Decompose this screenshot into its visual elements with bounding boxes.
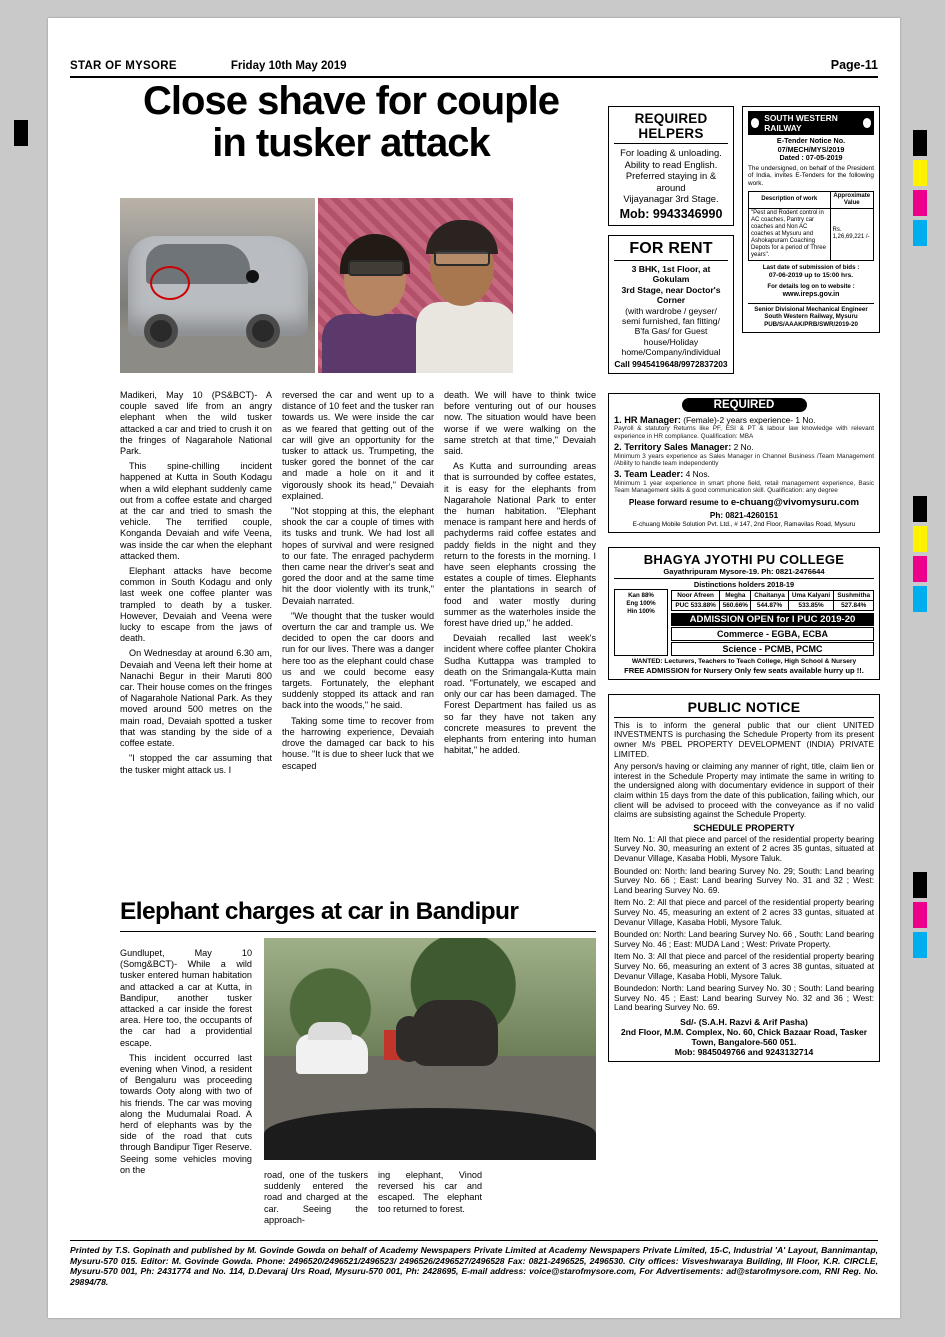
regbar-left-black [14,120,28,146]
paragraph: Taking some time to recover from the harrowing experience, Devaiah drove the damaged car back to his house. "It is due to sheer luck that we escaped [282,715,434,771]
job-sub: Payroll & statutory Returns like PF, ESI & PT & labour law knowledge with relevant experience in HR compliance. Qualification: MBA [614,425,874,440]
wheel-front [144,314,178,348]
job-role: HR Manager: [624,414,681,425]
course-line-2: Science - PCMB, PCMC [671,642,874,656]
article-column-1 [120,390,272,776]
paragraph: reversed the car and went up to a distance of 10 feet and the tusker ran towards us. We were inside the car as we feared that getting out of the car will give an opportunity for the tusker to attack us. Trumpeting, the tusker gored the bonnet of the car and made a hole on it and it vigorously shook its head," Devaiah explained. [282,390,434,501]
job-sub: Minimum 1 year experience in smart phone field, retail management experience, Basic Team Management skills & good communication skill. Qualification: any degree [614,480,874,495]
job-detail: 4 Nos. [685,469,710,480]
paragraph: As Kutta and surrounding areas that is surrounded by coffee estates, it is easy for the elephants from Nagarahole National Park to enter the human habitation. "Elephant menace is rampant here and herds of pachyderms raid coffee estates and paddy fields in the night and they return to the forests in the morning. I have seen elephants crossing the estates a couple of times. Elephants enter the plantations in search of food and water mostly during summer as the waterholes inside the forest have dried up," he added. [444,461,596,629]
damage-circle-marker [150,266,190,300]
registration-color-bars [913,60,931,962]
paragraph: Elephant attacks have become common in South Kodagu and only last week one coffee planter was trampled to death by a tusker. However, Devaiah and Veena were lucky to escape from the jaws of death. [120,566,272,644]
ad-line: (with wardrobe / geyser/ [625,305,717,316]
regbar-magenta [913,190,927,216]
regbar-yellow [913,160,927,186]
person-1-body [322,314,426,373]
person-2-body [416,302,513,373]
paragraph: "We thought that the tusker would overturn the car and trample us. We decided to open the car doors and run for our lives. There was a danger here too as the elephant could chase us and we could become easy targets. Fortunately, the elephant suddenly stopped its attack and ran back into the woods," he said. [282,610,434,711]
white-car [296,1034,368,1074]
college-results-block [614,589,874,656]
topper-name: Megha [720,590,751,600]
website-url[interactable]: www.ireps.gov.in [782,291,840,299]
sig-line: Senior Divisional Mechanical Engineer [754,305,868,313]
notice-signature [614,1017,874,1057]
paragraph: "Not stopping at this, the elephant shook the car a couple of times with its tusks and trunk. We had lost all hopes of survival and were resigned to our fate. The enraged pachyderm then came near the driver's seat and gored the door and at the same time hit the door violently with its trunk," Devaiah narrated. [282,506,434,606]
apply-instructions [614,498,874,508]
last-date-value: 07-06-2019 up to 15:00 hrs. [768,272,854,280]
regbar-black-2 [913,496,927,522]
tender-date: Dated : 07-05-2019 [779,153,843,163]
wanted-line: WANTED: Lecturers, Teachers to Teach College, High School & Nursery [631,657,857,665]
second-headline: Elephant charges at car in Bandipur [120,898,596,932]
paragraph: "I stopped the car assuming that the tusker might attack us. I [120,753,272,775]
public-notice-title: PUBLIC NOTICE [614,699,874,718]
ad-line: home/Company/individual [621,347,721,358]
railway-logo-icon [751,118,759,128]
ad-for-rent [608,235,734,374]
company-address: E-chuang Mobile Solution Pvt. Ltd., # 147, 2nd Floor, Ramavilas Road, Mysuru [632,520,856,528]
toppers-table [671,590,874,611]
ad-line: semi furnished, fan fitting/ [622,316,720,326]
elephant-shape [412,1000,498,1066]
topper-name: Noor Afreen [672,590,720,600]
admission-banner: ADMISSION OPEN for I PUC 2019-20 [671,613,874,626]
ad-contact[interactable]: Call 9945419648/9972837203 [614,358,728,369]
job-detail: (Female)-2 years experience- 1 No. [683,414,816,425]
free-admission-line: FREE ADMISSION for Nursery Only few seats available hurry up !!. [624,665,864,675]
person-2-glasses [434,250,490,266]
apply-email[interactable]: e-chuang@vivomysuru.com [730,496,860,508]
paper-name: STAR OF MYSORE [70,60,177,72]
registration-left-bars [14,120,28,150]
railway-org: SOUTH WESTERN RAILWAY [764,113,838,133]
regbar-cyan-2 [913,586,927,612]
ad-public-notice [608,694,880,1062]
page-number: Page-11 [830,58,878,72]
regbar-yellow-2 [913,526,927,552]
regbar-magenta-3 [913,902,927,928]
schedule-item: Item No. 2: All that piece and parcel of the residential property bearing Survey No. 45, measuring an extent of 2 acres 33 guntas, situated at Devanur Village, Kasaba Hobli, Mysore Taluk. [614,897,874,927]
course-line-1: Commerce - EGBA, ECBA [671,627,874,641]
article-column-3 [444,390,596,757]
job-detail: 2 No. [733,442,754,453]
photo-damaged-car [120,198,315,373]
paragraph: Devaiah recalled last week's incident where coffee planter Chokira Sudha Kuttappa was trampled to death on the Srimangala-Kutta main road. "Fortunately, we escaped and only our car has been damaged. The Forest Department has failed us as so far they have not taken any concrete measures to prevent the elephants from entering into human habitat," he added. [444,633,596,756]
website-label: For details log on to website : [767,282,855,290]
regbar-black [913,130,927,156]
job-number: 1. [614,414,622,425]
tender-signature [748,303,874,328]
masthead [70,58,878,78]
sig-line[interactable]: Mob: 9845049766 and 9243132714 [674,1046,814,1057]
ad-required-helpers [608,106,734,226]
ad-line: For loading & unloading. [620,147,722,158]
regbar-cyan [913,220,927,246]
job-number: 3. [614,469,622,480]
ad-railway-tender [742,106,880,333]
paragraph: This spine-chilling incident happened at Kutta in South Kodagu when a wild elephant suddenly came out from a coffee estate and charged at the car and tried to smash the vehicle. The terrified couple, Konganda Devaiah and wife Veena, was inside the car when the elephant attacked them. [120,461,272,561]
article2-column-2 [264,1170,368,1226]
schedule-item: Bounded on: North: land bearing Survey No. 29; South: Land bearing Survey No. 66 ; East: Land bearing Survey No. 31 and 32 ; West: Land bearing Survey No. 69. [614,865,874,895]
topper-score: PUC 533.88% [672,600,720,610]
ad-line: Ability to read English. [624,158,718,170]
stat-line: Eng 100% [626,599,656,607]
topper-score: 533.85% [788,600,834,610]
tender-table [748,191,874,261]
notice-paragraph: Any person/s having or claiming any manner of right, title, claim lien or interest in the Schedule Property may intimate the same in writing to the undersigned along with documentary evidence in support of their claim within 15 days from the date of this publication, failing which, our client will be advised to proceed with the conveyance as if no valid claims are subsisting against the Schedule Property. [614,761,874,820]
tender-intro: The undersigned, on behalf of the President of India, invites E-Tenders for the following work. [748,164,874,187]
paragraph: Gundlupet, May 10 (Somg&BCT)- While a wild tusker entered human habitation and attacked a car at Kutta, in Bandipur, another tusker attacked a car inside the forest area. Here too, the occupants of the car had a providential escape. [120,948,252,1048]
job-role: Territory Sales Manager: [624,442,732,453]
college-address: Gayathripuram Mysore-19. Ph: 0821-2476644 [663,566,825,576]
regbar-magenta-2 [913,556,927,582]
ad-body [614,147,728,205]
ad-line: Preferred staying in & around [625,170,717,193]
ad-line: B'fa Gas/ for Guest house/Holiday [634,326,708,347]
railway-emblem-icon [863,118,871,128]
topper-score: 560.66% [720,600,751,610]
topper-score: 527.84% [834,600,874,610]
tender-notice-no: E-Tender Notice No. 07/MECH/MYS/2019 [776,136,846,154]
schedule-item: Item No. 3: All that piece and parcel of the residential property bearing Survey No. 66, measuring an extent of 3 acres 38 guntas, situated at Devanur Village, Kasaba Hobli, Mysore Taluk. [614,951,874,981]
top-ads-row [608,106,880,383]
tender-col-header: Approximate Value [830,191,873,208]
article2-column-1 [120,948,252,1176]
table-row [672,600,874,610]
car-bonnet-foreground [264,1108,596,1160]
ad-required-jobs [608,393,880,533]
table-row [672,590,874,600]
job-item [614,443,874,467]
sig-line: Sd/- (S.A.H. Razvi & Arif Pasha) [680,1016,808,1027]
main-headline [116,80,586,164]
ad-title: REQUIRED HELPERS [614,111,728,144]
photo-elephant-road [264,938,596,1160]
sig-line: PUB/S/AAAK/PRB/SWR/2019-20 [764,320,858,328]
table-row [749,208,874,260]
stat-line: Kan 88% [628,591,654,599]
schedule-item: Bounded on: North: Land bearing Survey No. 66 , South: Land bearing Survey No. 46 ; East: MUDA Land ; West: Private Property. [614,929,874,949]
stat-line: Hin 100% [627,607,655,615]
damage-dot-marker [246,270,259,283]
schedule-title: SCHEDULE PROPERTY [693,822,795,833]
tender-work-desc: "Pest and Rodent control in AC coaches, Pantry car coaches and Non AC coaches at Mysuru and Ashokapuram Coaching Depots for a period of Three years". [749,208,831,260]
person-1-glasses [348,260,404,276]
topper-score: 544.87% [751,600,788,610]
paragraph: Madikeri, May 10 (PS&BCT)- A couple saved life from an angry elephant when the wild tusker attacked a car and tried to crush it on the fringes of Nagarahole National Park. [120,390,272,457]
issue-date: Friday 10th May 2019 [230,60,347,72]
paragraph: This incident occurred last evening when Vinod, a resident of Bengaluru was proceeding towards Ooty along with two of his friends. The car was moving along the Mudumalai Road. A herd of elephants was by the side of the road that cuts through Bandipur Tiger Reserve. Seeing some vehicles moving on the [120,1052,252,1175]
subject-pass-stats [614,589,668,656]
sig-line: South Western Railway, Mysuru [764,313,858,321]
railway-header [748,111,874,135]
newspaper-page [48,18,900,1318]
advertisement-rail [608,106,880,1071]
paragraph: On Wednesday at around 6.30 am, Devaiah and Veena left their home at Nanachi Begur in their Maruti 800 car. Their house comes on the fringes of Nagarahole National Park. As they moved around 500 metres on the main road, Devaiah spotted a tusker that was standing by the side of a coffee estate. [120,648,272,749]
distinction-label: Distinctions holders 2018-19 [614,578,874,589]
article-column-2 [282,390,434,772]
ad-pu-college [608,547,880,680]
notice-paragraph: This is to inform the general public that our client UNITED INVESTMENTS is purchasing the Schedule Property from its present owner M/s PBEL PROPERTY DEVELOPMENT (INDIA) PRIVATE LIMITED. [614,719,874,759]
job-role: Team Leader: [624,469,684,480]
paragraph: ing elephant, Vinod reversed his car and escaped. The elephant too returned to forest. [378,1170,482,1214]
topper-name: Chaitanya [751,590,788,600]
ad-title: FOR RENT [614,240,728,261]
college-results-right [671,589,874,656]
tender-value: Rs. 1,26,69,221 /- [830,208,873,260]
required-badge: REQUIRED [682,398,807,412]
headline-line-2: in tusker attack [212,121,490,165]
job-sub: Minimum 3 years experience as Sales Manager in Channel Business /Team Management /Ability to handle team independently [614,452,874,468]
wheel-rear [246,314,280,348]
college-name: BHAGYA JYOTHI PU COLLEGE [643,551,845,567]
ad-line: 3rd Stage, near Doctor's Corner [621,284,721,306]
job-item [614,470,874,494]
tender-col-header: Description of work [749,191,831,208]
imprint-footer: Printed by T.S. Gopinath and published by M. Govinde Gowda on behalf of Academy Newspapers Private Limited at Academy Newspapers Private Limited, 15-C, Industrial 'A' Layout, Bannimantap, Mysuru-570 015. Editor: M. Govinde Gowda. Phone: 2496520/2496521/2496523/ 2496526/2496527/2496528 Fax: 0821-2496525, 2496530. City offices: Visveshwaraya Building, III Floor, K.R. CIRCLE, Mysuru-570 001, Ph: 2431774 and No. 114, D.Devaraj Urs Road, Mysuru-570 001, Ph: 2428695, E-mail address: voice@starofmysore.com, For Advertisements: ad@starofmysore.com, RNI Reg. No. 29894/78. [70,1240,878,1287]
schedule-item: Boundedon: North: Land bearing Survey No. 30 ; South: Land bearing Survey No. 45 ; East: Land bearing Survey No. 32 and 36 ; West: Land bearing Survey No. 69. [614,983,874,1013]
topper-name: Uma Kalyani [788,590,834,600]
forward-label: Please forward resume to [628,497,729,507]
apply-phone[interactable]: Ph: 0821-4260151 [709,510,779,520]
last-date-label: Last date of submission of bids : [762,263,860,271]
headline-line-1: Close shave for couple [143,79,559,123]
regbar-black-3 [913,872,927,898]
schedule-item: Item No. 1: All that piece and parcel of the residential property bearing Survey No. 30, measuring an extent of 2 acres 35 guntas, situated at Devanur Village, Kasaba Hobli, Mysore Taluk. [614,833,874,863]
sig-line: 2nd Floor, M.M. Complex, No. 60, Chick Bazaar Road, Tasker Town, Bangalore-560 051. [620,1026,868,1047]
article2-column-3 [378,1170,482,1215]
ad-line: 3 BHK, 1st Floor, at Gokulam [631,263,711,285]
ad-body [614,264,728,358]
paragraph: road, one of the tuskers suddenly entered the road and charged at the car. Seeing the approach- [264,1170,368,1225]
ad-line: Vijayanagar 3rd Stage. [623,193,719,205]
job-number: 2. [614,442,622,453]
job-item [614,416,874,440]
regbar-cyan-3 [913,932,927,958]
photo-couple [318,198,513,373]
topper-name: Sushmitha [834,590,874,600]
paragraph: death. We will have to think twice before venturing out of our houses now. The situation would have been worse if we were walking on the same stretch at that time," Devaiah said. [444,390,596,457]
ad-mobile-number[interactable]: Mob: 9943346990 [619,206,723,221]
